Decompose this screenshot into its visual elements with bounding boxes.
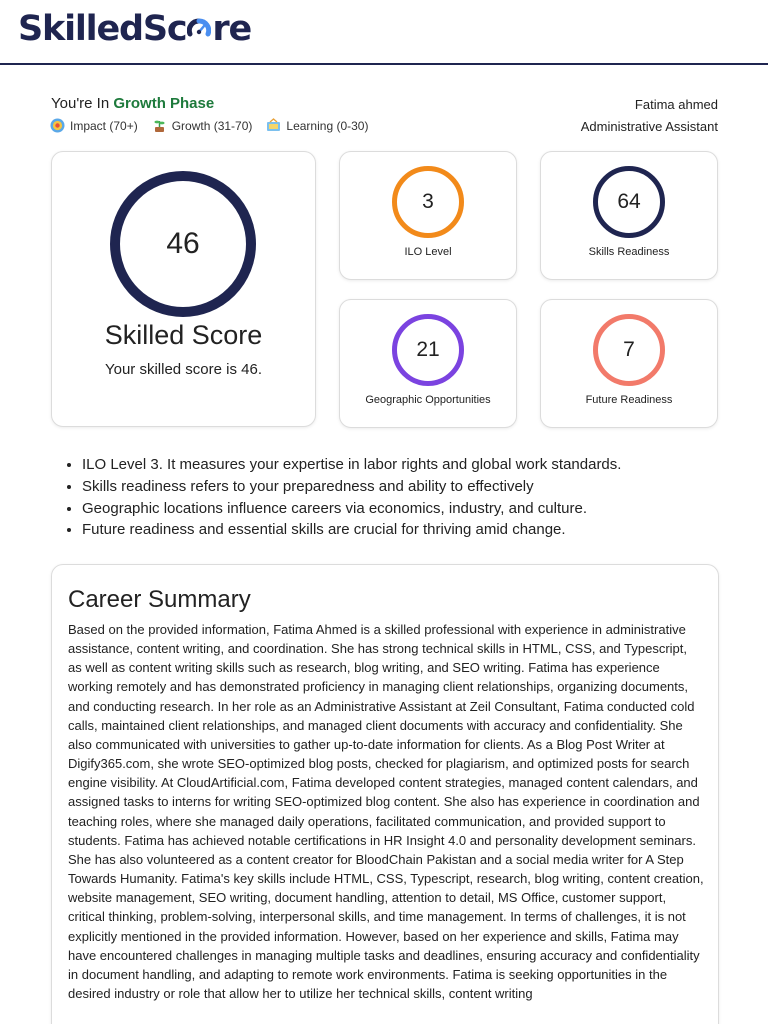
insight-item: • Skills readiness refers to your preparedness and ability to effectively — [82, 476, 742, 498]
skills-readiness-ring — [593, 166, 665, 238]
geographic-opportunities-label: Geographic Opportunities — [365, 394, 491, 406]
future-readiness-value: 7 — [623, 338, 635, 361]
skills-readiness-card — [540, 151, 718, 280]
career-summary-card — [51, 564, 719, 1024]
skilledscore-logo[interactable] — [18, 9, 251, 49]
ilo-level-ring — [392, 166, 464, 238]
gauge-icon — [187, 10, 211, 40]
insight-item: • Future readiness and essential skills are crucial for thriving amid change. — [82, 519, 742, 541]
skills-readiness-label: Skills Readiness — [588, 246, 670, 258]
future-readiness-ring — [593, 314, 665, 386]
legend-label: Growth (31-70) — [171, 118, 253, 133]
future-readiness-label: Future Readiness — [585, 394, 673, 406]
ilo-level-label: ILO Level — [404, 246, 452, 258]
geographic-opportunities-card — [339, 299, 517, 428]
logo-text-start: SkilledSc — [18, 9, 187, 49]
learning-board-icon — [266, 118, 281, 133]
phase-legend — [50, 118, 368, 133]
logo-text-end: re — [212, 9, 252, 49]
skills-readiness-value: 64 — [617, 190, 641, 213]
ilo-level-card — [339, 151, 517, 280]
legend-label: Impact (70+) — [70, 118, 138, 133]
ilo-level-value: 3 — [422, 190, 434, 213]
skilled-score-value: 46 — [166, 227, 200, 260]
insights-list — [82, 454, 742, 541]
phase-heading — [51, 95, 214, 112]
legend-learning — [266, 118, 368, 133]
user-role: Administrative Assistant — [580, 119, 718, 134]
geographic-opportunities-value: 21 — [416, 338, 440, 361]
future-readiness-card — [540, 299, 718, 428]
skilled-score-subtitle: Your skilled score is 46. — [104, 361, 263, 378]
career-summary-title: Career Summary — [68, 586, 251, 613]
user-name: Fatima ahmed — [634, 97, 718, 112]
skilled-score-title: Skilled Score — [104, 320, 263, 350]
legend-impact — [50, 118, 138, 133]
site-header — [0, 0, 768, 65]
skilled-score-ring — [110, 171, 256, 317]
insight-item: • ILO Level 3. It measures your expertise in labor rights and global work standards. — [82, 454, 742, 476]
target-icon — [50, 118, 65, 133]
legend-label: Learning (0-30) — [286, 118, 369, 133]
plant-growth-icon — [152, 118, 167, 133]
career-summary-text: Based on the provided information, Fatima Ahmed is a skilled professional with experience in administrative assistance, content writing, and coordination. She has strong technical skills in HTML, CSS, and Typescript, as well as content writing skills such as research, blog writing, and SEO writing. Fatima has experience working remotely and has demonstrated proficiency in managing client relationships, organizing documents, and conducting research. In her role as an Administrative Assistant at Zeil Consultant, Fatima conducted cold calls, maintained client relationships, and managed client documents with accuracy and confidentiality. She also communicated with universities to gather up-to-date information for clients. As a Blog Post Writer at Digify365.com, she wrote SEO-optimized blog posts, checked for plagiarism, and optimized posts for search engine visibility. At CloudArtificial.com, Fatima developed content strategies, managed content calendars, and assigned tasks to interns for writing SEO-optimized blog content. She also has experience in coordination and teaching roles, where she managed daily operations, facilitated communication, and provided support to students. Fatima has achieved notable certifications in HR Insight 4.0 and personality development seminars. She has also volunteered as a content creator for BloodChain Pakistan and a social media writer for A Step Towards Humanity. Fatima's key skills include HTML, CSS, Typescript, research, blog writing, content creation, website management, SEO writing, document handling, attention to detail, MS Office, customer support, critical thinking, problem-solving, interpersonal skills, and time management. In terms of challenges, it is not explicitly mentioned in the provided information. However, based on her experience and skills, Fatima may have encountered challenges in managing multiple tasks and deadlines, ensuring accuracy and confidentiality in document handling, and adapting to remote work environments. Fatima is seeking opportunities in the desired industry or role that allow her to utilize her technical skills, content writing — [68, 622, 704, 1001]
insight-item: • Geographic locations influence careers via economics, industry, and culture. — [82, 498, 742, 520]
phase-name: Growth Phase — [113, 95, 215, 112]
phase-prefix: You're In — [51, 95, 114, 112]
geographic-opportunities-ring — [392, 314, 464, 386]
skilled-score-card — [51, 151, 316, 427]
legend-growth — [152, 118, 253, 133]
